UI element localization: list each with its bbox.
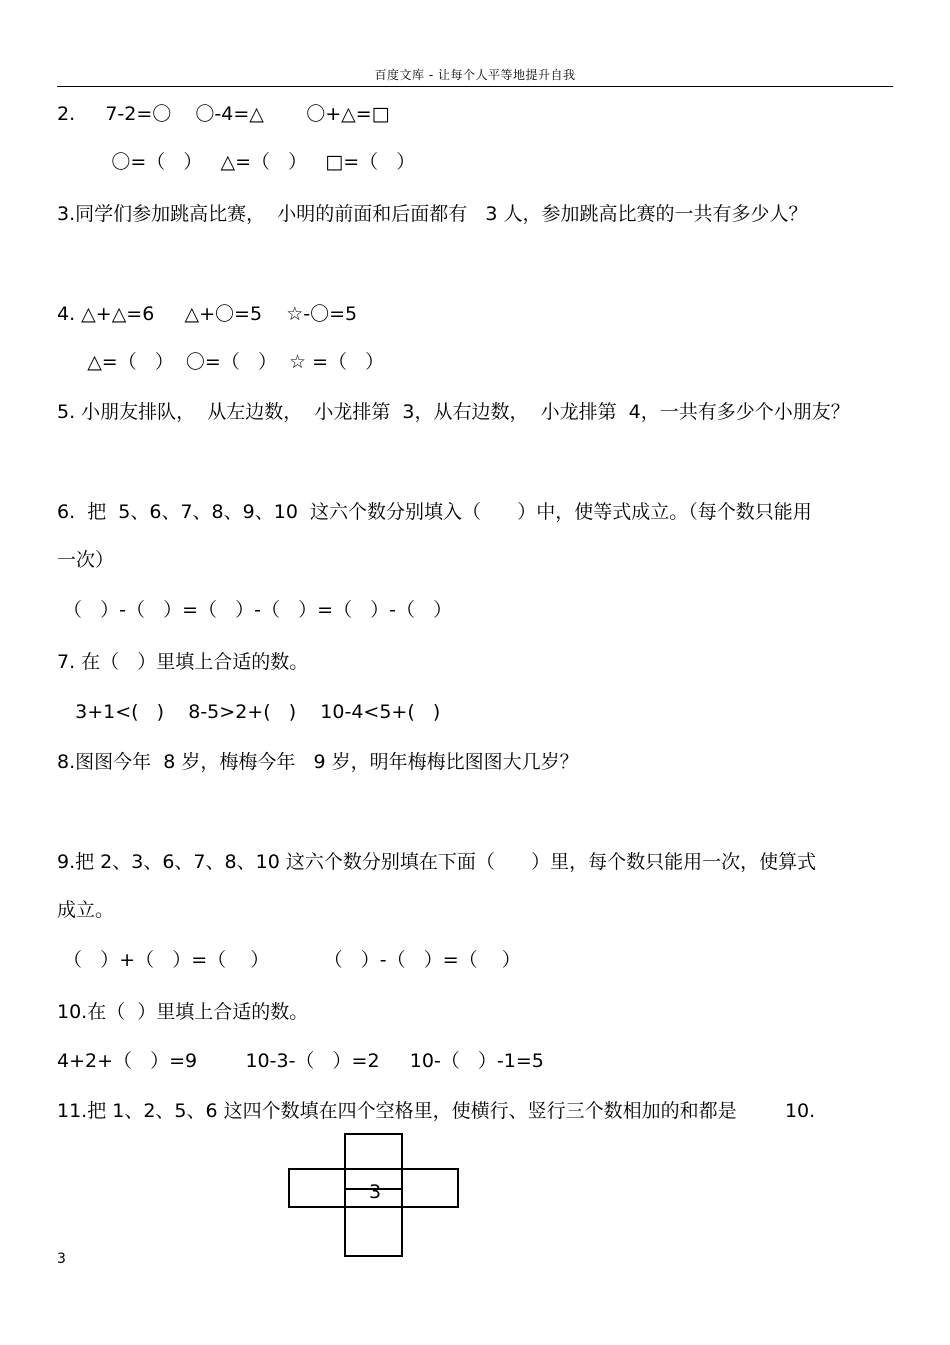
problem-10-equations: 4+2+（ ）=9 10-3-（ ）=2 10-（ ）-1=5 <box>57 1050 544 1072</box>
page-header: 百度文库 - 让每个人平等地提升自我 <box>374 68 576 82</box>
problem-9-equations: （ ）+（ ）=（ ） （ ）-（ ）=（ ） <box>57 949 521 971</box>
problem-6-line-1: 6. 把 5、6、7、8、9、10 这六个数分别填入（ ）中，使等式成立。（每个数只能用 <box>57 501 812 523</box>
problem-7: 7. 在（ ）里填上合适的数。 <box>57 651 309 673</box>
problem-6-equation: （ ）-（ ）=（ ）-（ ）=（ ）-（ ） <box>57 599 453 621</box>
problem-4-line-1: 4. △+△=6 △+〇=5 ☆-〇=5 <box>57 303 358 325</box>
grid-center-number: 3 <box>369 1181 382 1203</box>
problem-11: 11.把 1、2、5、6 这四个数填在四个空格里，使横行、竖行三个数相加的和都是 10. <box>57 1100 816 1122</box>
problem-7-equations: 3+1<( ) 8-5>2+( ) 10-4<5+( ) <box>57 701 441 723</box>
page-number: 3 <box>57 1251 66 1267</box>
problem-8: 8.图图今年 8 岁，梅梅今年 9 岁，明年梅梅比图图大几岁？ <box>57 751 579 773</box>
problem-6-line-2: 一次） <box>57 549 115 571</box>
grid-cell-bottom <box>344 1206 403 1257</box>
problem-4-line-2: △=（ ） 〇=（ ） ☆ =（ ） <box>57 351 385 373</box>
problem-2-line-2: 〇=（ ） △=（ ） □=（ ） <box>57 151 416 173</box>
problem-3: 3.同学们参加跳高比赛， 小明的前面和后面都有 3 人，参加跳高比赛的一共有多少人？ <box>57 203 808 225</box>
grid-cell-left <box>288 1168 346 1208</box>
problem-9-line-2: 成立。 <box>57 899 115 921</box>
problem-2-line-1: 2. 7-2=〇 〇-4=△ 〇+△=□ <box>57 103 390 125</box>
header-rule <box>57 86 893 87</box>
grid-cell-right <box>401 1168 459 1208</box>
problem-9-line-1: 9.把 2、3、6、7、8、10 这六个数分别填在下面（ ）里，每个数只能用一次，使算式 <box>57 851 817 873</box>
problem-5: 5. 小朋友排队， 从左边数， 小龙排第 3，从右边数， 小龙排第 4，一共有多少个小朋友？ <box>57 401 850 423</box>
problem-10: 10.在（ ）里填上合适的数。 <box>57 1001 309 1023</box>
